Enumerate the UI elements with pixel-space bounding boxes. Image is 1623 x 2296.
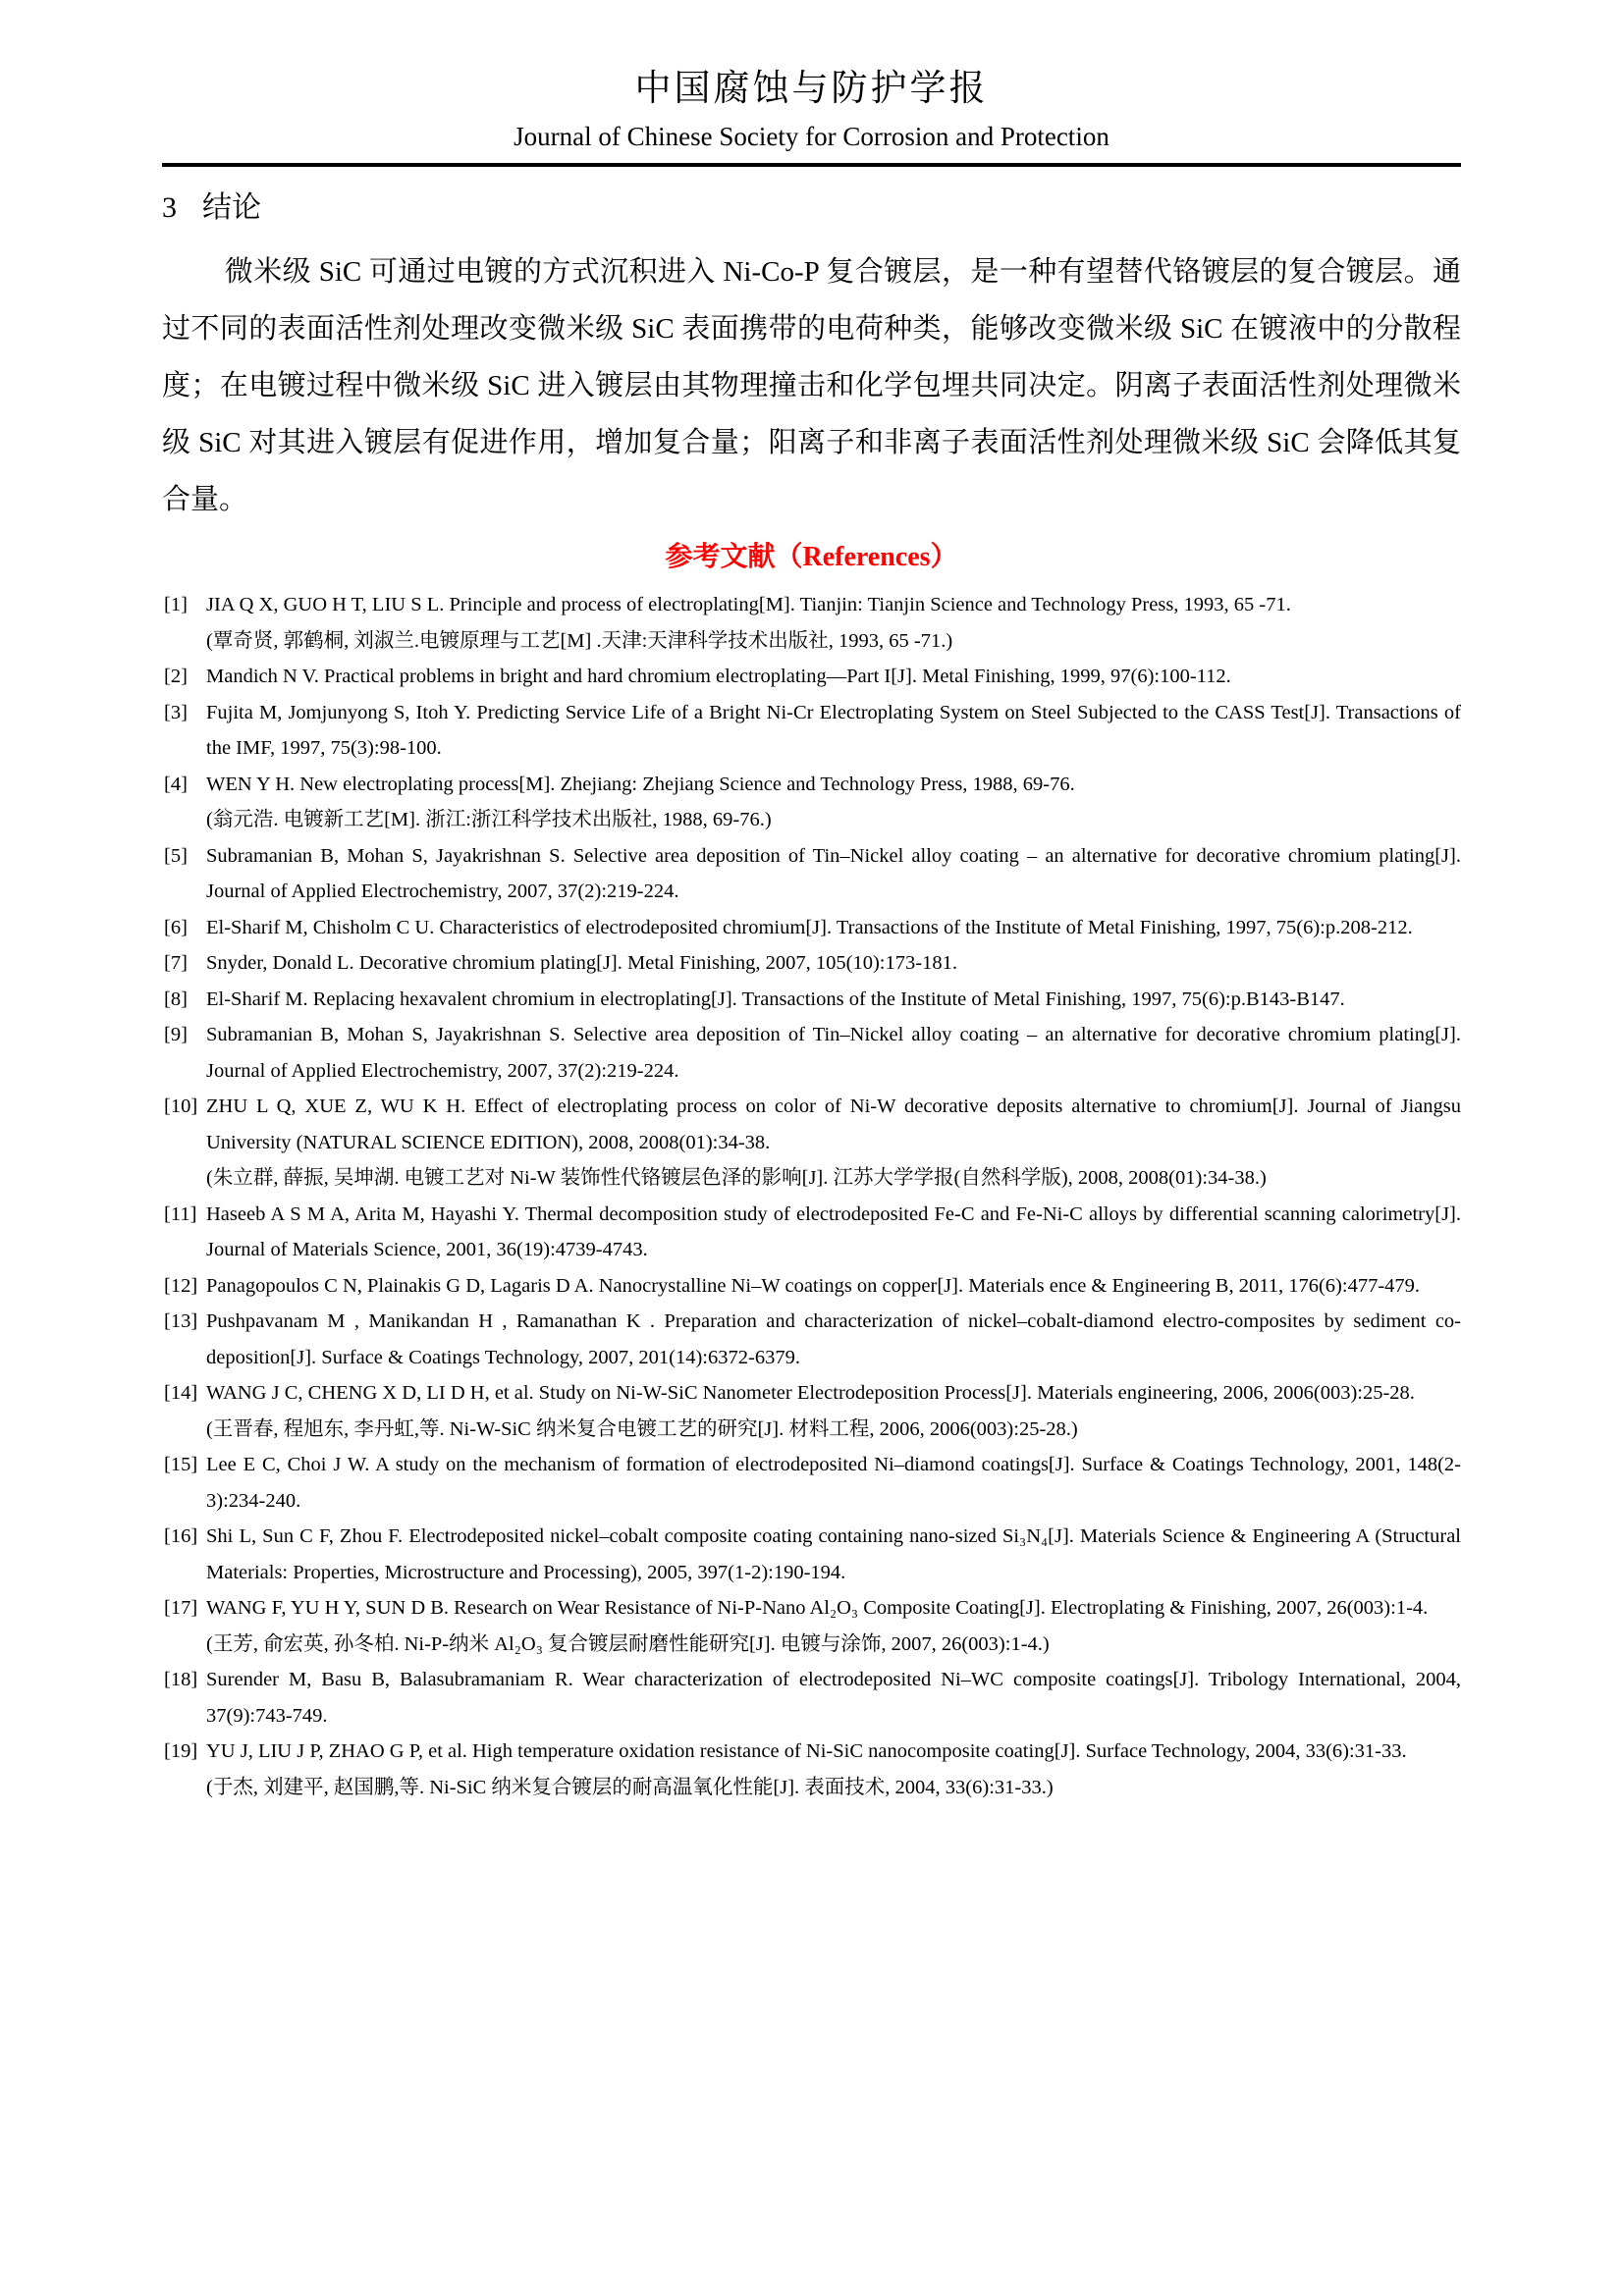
conclusion-paragraph: 微米级 SiC 可通过电镀的方式沉积进入 Ni-Co-P 复合镀层，是一种有望替代铬镀层的复合镀层。通过不同的表面活性剂处理改变微米级 SiC 表面携带的电荷种类，能够改变微米级 SiC 在镀液中的分散程度；在电镀过程中微米级 SiC 进入镀层由其物理撞击和化学包埋共同决定。阴离子表面活性剂处理微米级 SiC 对其进入镀层有促进作用，增加复合量；阳离子和非离子表面活性剂处理微米级 SiC 会降低其复合量。	[162, 256, 1461, 515]
reference-translation: (王芳, 俞宏英, 孙冬柏. Ni-P-纳米 Al₂O₃ 复合镀层耐磨性能研究[J]. 电镀与涂饰, 2007, 26(003):1-4.)	[206, 1632, 1050, 1655]
reference-number: [15]	[164, 1454, 198, 1475]
reference-item	[162, 1734, 1461, 1805]
reference-item	[162, 1017, 1461, 1089]
reference-item	[162, 1375, 1461, 1447]
reference-number: [6]	[164, 916, 188, 938]
section-number: 3	[162, 191, 177, 224]
reference-number: [10]	[164, 1095, 198, 1117]
reference-number: [12]	[164, 1274, 198, 1297]
reference-number: [11]	[164, 1202, 197, 1225]
references-heading-en: （References）	[775, 542, 958, 572]
reference-item	[162, 838, 1461, 910]
reference-text: Mandich N V. Practical problems in bright and hard chromium electroplating—Part I[J]. Metal Finishing, 1999, 97(6):100-112.	[206, 666, 1231, 687]
reference-item	[162, 695, 1461, 767]
reference-number: [19]	[164, 1740, 198, 1762]
reference-text: Snyder, Donald L. Decorative chromium plating[J]. Metal Finishing, 2007, 105(10):173-181.	[206, 952, 957, 974]
reference-text: El-Sharif M, Chisholm C U. Characteristics of electrodeposited chromium[J]. Transactions of the Institute of Metal Finishing, 1997, 75(6):p.208-212.	[206, 916, 1413, 938]
reference-text: ZHU L Q, XUE Z, WU K H. Effect of electroplating process on color of Ni-W decorative deposits alternative to chromium[J]. Journal of Jiangsu University (NATURAL SCIENCE EDITION), 2008, 2008(01):34-38.	[206, 1095, 1461, 1153]
reference-item	[162, 1197, 1461, 1268]
reference-item	[162, 982, 1461, 1018]
reference-number: [13]	[164, 1310, 198, 1332]
reference-number: [5]	[164, 844, 188, 867]
reference-item	[162, 1519, 1461, 1590]
reference-list	[162, 587, 1461, 1805]
reference-text: JIA Q X, GUO H T, LIU S L. Principle and process of electroplating[M]. Tianjin: Tianjin Science and Technology Press, 1993, 65 -71.	[206, 594, 1291, 615]
reference-text: Haseeb A S M A, Arita M, Hayashi Y. Thermal decomposition study of electrodeposited Fe-C and Fe-Ni-C alloys by differential scanning calorimetry[J]. Journal of Materials Science, 2001, 36(19):4739-4743.	[206, 1202, 1461, 1260]
reference-number: [2]	[164, 666, 188, 687]
journal-title-zh: 中国腐蚀与防护学报	[634, 69, 989, 109]
reference-number: [18]	[164, 1669, 198, 1690]
reference-item	[162, 1268, 1461, 1305]
reference-translation: (王晋春, 程旭东, 李丹虹,等. Ni-W-SiC 纳米复合电镀工艺的研究[J]. 材料工程, 2006, 2006(003):25-28.)	[206, 1417, 1078, 1440]
reference-translation: (于杰, 刘建平, 赵国鹏,等. Ni-SiC 纳米复合镀层的耐高温氧化性能[J]. 表面技术, 2004, 33(6):31-33.)	[206, 1776, 1054, 1798]
reference-item	[162, 767, 1461, 838]
reference-item	[162, 910, 1461, 946]
reference-text: El-Sharif M. Replacing hexavalent chromium in electroplating[J]. Transactions of the Institute of Metal Finishing, 1997, 75(6):p.B143-B147.	[206, 988, 1345, 1010]
reference-number: [4]	[164, 773, 188, 795]
section-title: 结论	[202, 191, 261, 224]
reference-text: Lee E C, Choi J W. A study on the mechanism of formation of electrodeposited Ni–diamond coatings[J]. Surface & Coatings Technology, 2001, 148(2-3):234-240.	[206, 1454, 1461, 1512]
reference-text: WANG F, YU H Y, SUN D B. Research on Wear Resistance of Ni-P-Nano Al₂O₃ Composite Coating[J]. Electroplating & Finishing, 2007, 26(003):1-4.	[206, 1597, 1429, 1619]
reference-number: [9]	[164, 1024, 188, 1045]
reference-number: [14]	[164, 1382, 198, 1404]
page-content	[162, 0, 1461, 1805]
journal-title-en: Journal of Chinese Society for Corrosion and Protection	[514, 122, 1109, 151]
references-heading	[162, 538, 1461, 577]
reference-number: [16]	[164, 1525, 198, 1547]
section-heading	[162, 188, 1461, 228]
reference-text: Panagopoulos C N, Plainakis G D, Lagaris D A. Nanocrystalline Ni–W coatings on copper[J]. Materials ence & Engineering B, 2011, 176(6):477-479.	[206, 1274, 1421, 1297]
reference-translation: (翁元浩. 电镀新工艺[M]. 浙江:浙江科学技术出版社, 1988, 69-76.)	[206, 809, 772, 830]
reference-number: [17]	[164, 1597, 198, 1619]
reference-item	[162, 1304, 1461, 1375]
reference-number: [8]	[164, 988, 188, 1010]
reference-text: WEN Y H. New electroplating process[M]. Zhejiang: Zhejiang Science and Technology Press, 1988, 69-76.	[206, 773, 1075, 795]
reference-item	[162, 945, 1461, 982]
reference-text: YU J, LIU J P, ZHAO G P, et al. High temperature oxidation resistance of Ni-SiC nanocomposite coating[J]. Surface Technology, 2004, 33(6):31-33.	[206, 1740, 1407, 1762]
reference-number: [7]	[164, 952, 188, 974]
reference-item	[162, 1590, 1461, 1662]
reference-item	[162, 659, 1461, 695]
header-rule	[162, 163, 1461, 167]
reference-item	[162, 1662, 1461, 1734]
reference-text: Pushpavanam M , Manikandan H , Ramanathan K . Preparation and characterization of nickel–cobalt-diamond electro-composites by sediment co-deposition[J]. Surface & Coatings Technology, 2007, 201(14):6372-6379.	[206, 1310, 1461, 1368]
reference-text: Surender M, Basu B, Balasubramaniam R. Wear characterization of electrodeposited Ni–WC composite coatings[J]. Tribology International, 2004, 37(9):743-749.	[206, 1669, 1461, 1727]
page-header	[162, 0, 1461, 153]
references-heading-zh: 参考文献	[665, 542, 776, 572]
reference-item	[162, 1447, 1461, 1519]
reference-text: Fujita M, Jomjunyong S, Itoh Y. Predicting Service Life of a Bright Ni-Cr Electroplating System on Steel Subjected to the CASS Test[J]. Transactions of the IMF, 1997, 75(3):98-100.	[206, 701, 1461, 759]
reference-text: Subramanian B, Mohan S, Jayakrishnan S. Selective area deposition of Tin–Nickel alloy coating – an alternative for decorative chromium plating[J]. Journal of Applied Electrochemistry, 2007, 37(2):219-224.	[206, 1024, 1461, 1082]
reference-translation: (朱立群, 薛振, 吴坤湖. 电镀工艺对 Ni-W 装饰性代铬镀层色泽的影响[J]. 江苏大学学报(自然科学版), 2008, 2008(01):34-38.)	[206, 1167, 1267, 1189]
reference-text: WANG J C, CHENG X D, LI D H, et al. Study on Ni-W-SiC Nanometer Electrodeposition Process[J]. Materials engineering, 2006, 2006(003):25-28.	[206, 1382, 1415, 1404]
reference-item	[162, 587, 1461, 659]
reference-item	[162, 1089, 1461, 1197]
reference-text: Subramanian B, Mohan S, Jayakrishnan S. Selective area deposition of Tin–Nickel alloy coating – an alternative for decorative chromium plating[J]. Journal of Applied Electrochemistry, 2007, 37(2):219-224.	[206, 844, 1461, 902]
reference-text: Shi L, Sun C F, Zhou F. Electrodeposited nickel–cobalt composite coating containing nano-sized Si₃N₄[J]. Materials Science & Engineering A (Structural Materials: Properties, Microstructure and Processing), 2005, 397(1-2):190-194.	[206, 1525, 1461, 1583]
reference-translation: (覃奇贤, 郭鹤桐, 刘淑兰.电镀原理与工艺[M] .天津:天津科学技术出版社, 1993, 65 -71.)	[206, 629, 953, 652]
reference-number: [3]	[164, 701, 188, 723]
reference-number: [1]	[164, 594, 188, 615]
